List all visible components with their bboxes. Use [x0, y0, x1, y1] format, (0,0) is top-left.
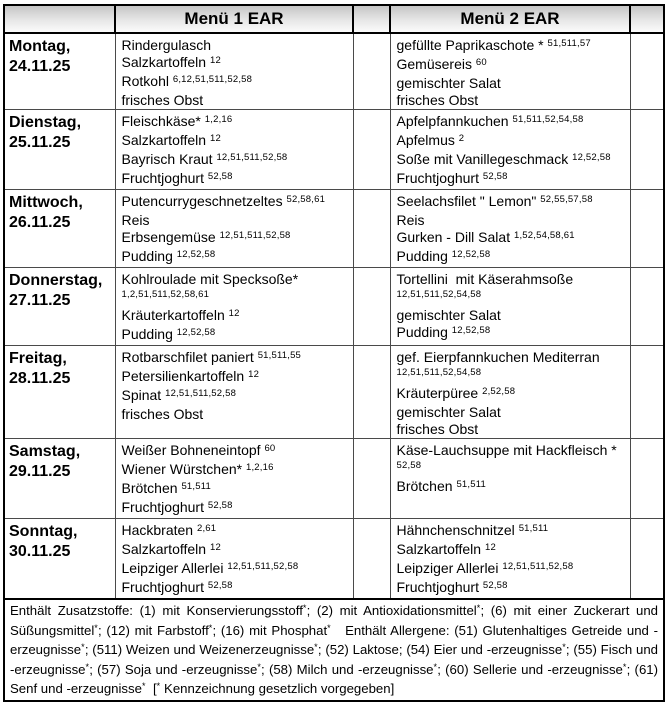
menu-item: Reis: [121, 212, 150, 228]
menu-item: gemischter Salat: [396, 307, 501, 323]
menu-row: [4, 190, 664, 268]
spacer-cell: [630, 439, 664, 519]
allergen-numbers: 12: [209, 542, 221, 553]
allergen-numbers: 51,511,55: [257, 350, 302, 361]
day-date: 28.11.25: [9, 370, 71, 387]
allergen-numbers: 12,51,511,52,58: [227, 561, 299, 572]
menu-item: frisches Obst: [396, 421, 479, 437]
menu-table-body: [4, 33, 664, 599]
menu-table-footer: [4, 599, 664, 701]
menu-item: Weißer Bohneneintopf $^{60}$: [121, 442, 276, 458]
menu2-cell: [390, 519, 630, 600]
day-name: Donnerstag,: [9, 272, 103, 289]
spacer-cell: [353, 268, 390, 346]
menu1-cell: [115, 268, 353, 346]
allergen-numbers: 1,2,16: [204, 114, 233, 125]
menu-item: gemischter Salat: [396, 75, 501, 91]
menu1-cell: [115, 519, 353, 600]
footnote-asterisk: *: [94, 622, 98, 633]
menu-item: gef. Eierpfannkuchen Mediterran $^{12,51,511,52,54,58}$: [396, 349, 600, 378]
allergen-numbers: 12,52,58: [176, 249, 216, 260]
spacer-cell: [630, 346, 664, 439]
allergen-numbers: 12,51,511,52,58: [502, 561, 574, 572]
menu-item: Rotkohl $^{6,12,51,511,52,58}$: [121, 73, 253, 89]
allergen-numbers: 52,58,61: [286, 194, 326, 205]
allergen-numbers: 12: [228, 308, 240, 319]
menu-item: Salzkartoffeln $^{12}$: [121, 541, 221, 557]
menu-item: Spinat $^{12,51,511,52,58}$: [121, 387, 237, 403]
menu2-cell: [390, 439, 630, 519]
footnote-asterisk: *: [476, 603, 481, 613]
menu-item: Seelachsfilet " Lemon" $^{52,55,57,58}$: [396, 193, 593, 209]
menu-item: Kräuterpüree $^{2,52,58}$: [396, 385, 516, 401]
menu-row: [4, 519, 664, 600]
allergen-numbers: 12,51,511,52,54,58: [396, 367, 482, 378]
menu2-cell: [390, 33, 630, 110]
day-cell: [4, 346, 115, 439]
header-menu2-cell: Menü 2 EAR: [390, 5, 630, 33]
allergen-numbers: 12: [209, 55, 221, 66]
menu-item: Pudding $^{12,52,58}$: [121, 248, 216, 264]
menu-item: Hähnchenschnitzel $^{51,511}$: [396, 522, 549, 538]
allergen-numbers: 1,52,54,58,61: [513, 230, 575, 241]
allergen-numbers: 1,2,51,511,52,58,61: [121, 289, 210, 300]
header-spacer-cell-1: [353, 5, 390, 33]
allergen-numbers: 1,2,16: [245, 462, 274, 473]
day-name: Dienstag,: [9, 114, 82, 131]
allergen-numbers: 52,58: [207, 580, 233, 591]
day-name: Samstag,: [9, 443, 81, 460]
menu-item: Apfelmus $^2$: [396, 132, 465, 148]
menu-item: Pudding $^{12,52,58}$: [396, 248, 491, 264]
header-day-cell: [4, 5, 115, 33]
menu-item: gemischter Salat: [396, 404, 501, 420]
day-cell: [4, 439, 115, 519]
spacer-cell: [353, 346, 390, 439]
menu-item: Bayrisch Kraut $^{12,51,511,52,58}$: [121, 151, 288, 167]
allergen-numbers: 52,58: [207, 500, 233, 511]
allergen-numbers: 51,511,57: [547, 38, 591, 49]
menu2-cell: [390, 346, 630, 439]
menu-item: Pudding $^{12,52,58}$: [121, 326, 216, 342]
day-date: 25.11.25: [9, 134, 71, 151]
spacer-cell: [630, 190, 664, 268]
allergen-numbers: 51,511,52,54,58: [512, 114, 584, 125]
menu-item: Pudding $^{12,52,58}$: [396, 324, 491, 340]
menu-item: Gemüsereis $^{60}$: [396, 56, 487, 72]
menu-row: [4, 439, 664, 519]
day-name: Sonntag,: [9, 523, 78, 540]
menu-item: Leipziger Allerlei $^{12,51,511,52,58}$: [121, 560, 299, 576]
allergen-numbers: 51,511: [456, 479, 486, 490]
menu-item: Brötchen $^{51,511}$: [396, 478, 486, 494]
day-date: 27.11.25: [9, 292, 71, 309]
menu1-cell: [115, 190, 353, 268]
menu-item: Salzkartoffeln $^{12}$: [121, 54, 221, 70]
menu1-cell: [115, 33, 353, 110]
menu-item: frisches Obst: [121, 406, 204, 422]
allergen-numbers: 51,511: [181, 481, 211, 492]
spacer-cell: [353, 110, 390, 190]
allergen-numbers: 2,61: [196, 523, 217, 534]
day-name: Freitag,: [9, 350, 67, 367]
footnote-asterisk: *: [81, 642, 85, 653]
menu-row: [4, 346, 664, 439]
allergen-numbers: 6,12,51,511,52,58: [172, 74, 253, 85]
menu-item: Kohlroulade mit Specksoße* $^{1,2,51,511,52,58,61}$: [121, 271, 299, 300]
menu-item: Soße mit Vanillegeschmack $^{12,52,58}$: [396, 151, 611, 167]
menu-item: Salzkartoffeln $^{12}$: [396, 541, 496, 557]
footnote-asterisk: *: [208, 622, 213, 633]
allergen-numbers: 52,58: [482, 580, 508, 591]
menu-item: Erbsengemüse $^{12,51,511,52,58}$: [121, 229, 291, 245]
footnote-asterisk: *: [257, 661, 262, 672]
menu-item: Petersilienkartoffeln $^{12}$: [121, 368, 260, 384]
menu-item: Putencurrygeschnetzeltes $^{52,58,61}$: [121, 193, 326, 209]
allergen-numbers: 12,52,58: [176, 327, 216, 338]
menu-item: Salzkartoffeln $^{12}$: [121, 132, 221, 148]
allergen-numbers: 2,52,58: [482, 386, 516, 397]
menu-row: [4, 33, 664, 110]
day-cell: [4, 110, 115, 190]
header-spacer-cell-2: [630, 5, 664, 33]
footnote-asterisk: *: [562, 642, 566, 653]
menu-item: Fruchtjoghurt $^{52,58}$: [121, 579, 233, 595]
weekly-menu-table: [3, 4, 665, 702]
menu-item: Fruchtjoghurt $^{52,58}$: [121, 499, 233, 515]
menu-item: Wiener Würstchen* $^{1,2,16}$: [121, 461, 274, 477]
day-cell: [4, 33, 115, 110]
footnote-asterisk: *: [85, 661, 90, 672]
menu-item: Brötchen $^{51,511}$: [121, 480, 211, 496]
menu1-cell: [115, 346, 353, 439]
spacer-cell: [630, 519, 664, 600]
allergen-numbers: 12,52,58: [451, 249, 491, 260]
spacer-cell: [353, 33, 390, 110]
menu2-cell: [390, 110, 630, 190]
spacer-cell: [630, 268, 664, 346]
menu-item: Käse-Lauchsuppe mit Hackfleisch * $^{52,58}$: [396, 442, 617, 471]
allergen-numbers: 2: [458, 133, 465, 144]
allergen-numbers: 12,51,511,52,58: [219, 230, 291, 241]
allergen-numbers: 12,52,58: [451, 325, 491, 336]
menu-item: Apfelpfannkuchen $^{51,511,52,54,58}$: [396, 113, 584, 129]
menu-item: Rotbarschfilet paniert $^{51,511,55}$: [121, 349, 302, 365]
table-header-row: [4, 5, 664, 33]
allergen-numbers: 60: [264, 443, 276, 454]
menu-item: Fruchtjoghurt $^{52,58}$: [396, 579, 508, 595]
menu-item: Fruchtjoghurt $^{52,58}$: [396, 170, 508, 186]
footnote-asterisk: *: [622, 661, 627, 672]
allergen-numbers: 52,55,57,58: [540, 194, 593, 205]
menu2-cell: [390, 268, 630, 346]
menu1-cell: [115, 439, 353, 519]
menu-item: gefüllte Paprikaschote * $^{51,511,57}$: [396, 37, 591, 53]
header-menu1-cell: Menü 1 EAR: [115, 5, 353, 33]
legend-footer: Enthält Zusatzstoffe: (1) mit Konservierungsstoff*; (2) mit Antioxidationsmittel*; (6) mit einer Zuckerart und Süßungsmittel*; (12) mit Farbstoff*; (16) mit Phosphat* Enthält Allergene: (51) Glutenhaltiges Getreide und -erzeugnisse*; (511) Weizen und Weizenerzeugnisse*; (52) Laktose; (54) Eier und -erzeugnisse*; (55) Fisch und -erzeugnisse*; (57) Soja und -erzeugnisse*; (58) Milch und -erzeugnisse*; (60) Sellerie und -erzeugnisse*; (61) Senf und -erzeugnisse* [* Kennzeichnung gesetzlich vorgegeben]: [4, 599, 664, 701]
day-cell: [4, 268, 115, 346]
menu-item: Leipziger Allerlei $^{12,51,511,52,58}$: [396, 560, 574, 576]
day-date: 24.11.25: [9, 58, 71, 75]
allergen-numbers: 12,51,511,52,58: [216, 152, 288, 163]
footnote-asterisk: *: [141, 681, 146, 692]
menu-item: Gurken - Dill Salat $^{1,52,54,58,61}$: [396, 229, 575, 245]
menu-item: frisches Obst: [121, 92, 204, 108]
menu1-cell: [115, 110, 353, 190]
menu-item: Kräuterkartoffeln $^{12}$: [121, 307, 240, 323]
allergen-numbers: 12: [209, 133, 221, 144]
menu-item: Fruchtjoghurt $^{52,58}$: [121, 170, 233, 186]
day-date: 29.11.25: [9, 463, 71, 480]
allergen-numbers: 52,58: [396, 460, 422, 471]
menu-item: frisches Obst: [396, 92, 479, 108]
allergen-numbers: 52,58: [482, 171, 508, 182]
day-cell: [4, 519, 115, 600]
allergen-numbers: 12,51,511,52,54,58: [396, 289, 482, 300]
menu-item: Fleischkäse* $^{1,2,16}$: [121, 113, 233, 129]
menu-row: [4, 268, 664, 346]
menu-item: Rindergulasch: [121, 37, 211, 53]
allergen-numbers: 51,511: [518, 523, 549, 534]
spacer-cell: [630, 110, 664, 190]
day-name: Montag,: [9, 38, 71, 55]
menu-item: Tortellini mit Käserahmsoße $^{12,51,511,52,54,58}$: [396, 271, 574, 300]
menu-item: Hackbraten $^{2,61}$: [121, 522, 217, 538]
day-date: 26.11.25: [9, 214, 71, 231]
allergen-numbers: 12,51,511,52,58: [165, 388, 237, 399]
spacer-cell: [630, 33, 664, 110]
allergen-numbers: 12: [484, 542, 496, 553]
menu-item: Reis: [396, 212, 425, 228]
footnote-asterisk: *: [302, 603, 307, 613]
spacer-cell: [353, 190, 390, 268]
allergen-numbers: 12: [248, 369, 260, 380]
footnote-asterisk: *: [314, 642, 318, 653]
allergen-numbers: 52,58: [207, 171, 233, 182]
menu2-cell: [390, 190, 630, 268]
day-date: 30.11.25: [9, 543, 71, 560]
day-name: Mittwoch,: [9, 194, 83, 211]
allergen-numbers: 12,52,58: [572, 152, 611, 163]
spacer-cell: [353, 519, 390, 600]
allergen-numbers: 60: [475, 57, 487, 68]
footnote-asterisk: *: [156, 681, 161, 692]
day-cell: [4, 190, 115, 268]
footnote-asterisk: *: [327, 622, 331, 633]
menu-row: [4, 110, 664, 190]
spacer-cell: [353, 439, 390, 519]
footnote-asterisk: *: [433, 661, 438, 672]
